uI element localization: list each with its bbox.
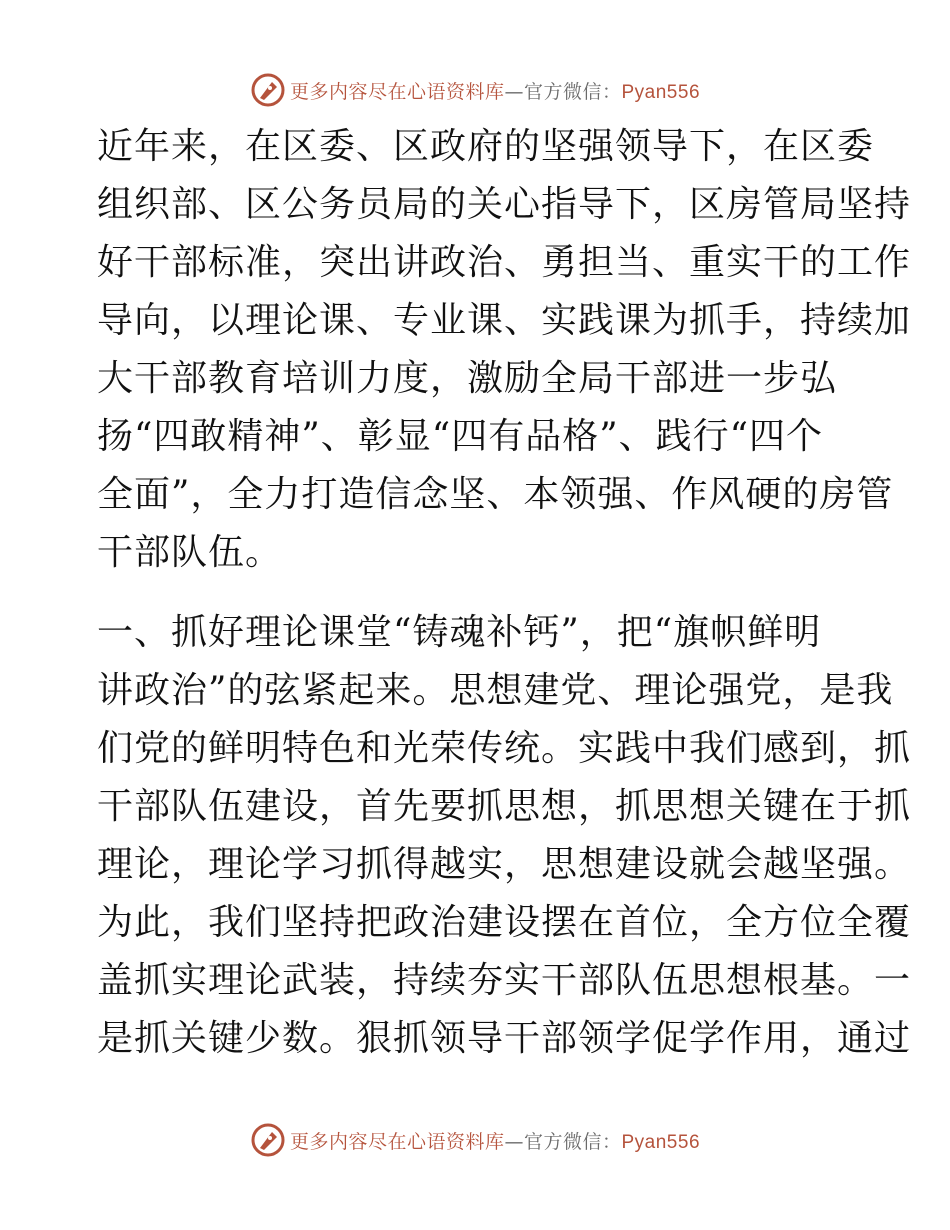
header-watermark: [0, 70, 950, 110]
paragraph-gap: [97, 582, 857, 604]
watermark-label: 官方微信：: [523, 1130, 622, 1153]
text-line: 一、抓好理论课堂“铸魂补钙”，把“旗帜鲜明: [97, 612, 822, 653]
text-line: 干部队伍。: [97, 532, 283, 573]
text-line: 大干部教育培训力度，激励全局干部进一步弘: [97, 358, 838, 399]
pen-nib-logo-icon: [250, 1122, 286, 1158]
paragraph-intro: [97, 118, 912, 582]
text-line: 好干部标准，突出讲政治、勇担当、重实干的工作: [97, 242, 912, 283]
paragraph-section-one: [97, 604, 912, 1068]
watermark-separator: —: [504, 1130, 524, 1153]
text-line: 是抓关键少数。狠抓领导干部领学促学作用，通过: [97, 1018, 912, 1059]
text-line: 为此，我们坚持把政治建设摆在首位，全方位全覆: [97, 902, 912, 943]
text-line: 导向，以理论课、专业课、实践课为抓手，持续加: [97, 300, 912, 341]
text-line: 们党的鲜明特色和光荣传统。实践中我们感到，抓: [97, 728, 912, 769]
text-line: 全面”，全力打造信念坚、本领强、作风硬的房管: [97, 474, 894, 515]
footer-watermark: [0, 1120, 950, 1160]
text-line: 理论，理论学习抓得越实，思想建设就会越坚强。: [97, 844, 912, 885]
text-line: 干部队伍建设，首先要抓思想，抓思想关键在于抓: [97, 786, 912, 827]
watermark-label: 官方微信：: [523, 80, 622, 103]
watermark-main: 更多内容尽在心语资料库: [289, 80, 505, 103]
watermark-id: Pyan556: [621, 1131, 701, 1153]
watermark-text: [290, 77, 700, 104]
watermark-text: [290, 1127, 700, 1154]
text-line: 组织部、区公务员局的关心指导下，区房管局坚持: [97, 184, 912, 225]
watermark-id: Pyan556: [621, 81, 701, 103]
text-line: 扬“四敢精神”、彰显“四有品格”、践行“四个: [97, 416, 824, 457]
watermark-main: 更多内容尽在心语资料库: [289, 1130, 505, 1153]
document-body: [97, 118, 912, 1068]
pen-nib-logo-icon: [250, 72, 286, 108]
text-line: 讲政治”的弦紧起来。思想建党、理论强党，是我: [97, 670, 894, 711]
text-line: 近年来，在区委、区政府的坚强领导下，在区委: [97, 126, 875, 167]
watermark-separator: —: [504, 80, 524, 103]
text-line: 盖抓实理论武装，持续夯实干部队伍思想根基。一: [97, 960, 912, 1001]
